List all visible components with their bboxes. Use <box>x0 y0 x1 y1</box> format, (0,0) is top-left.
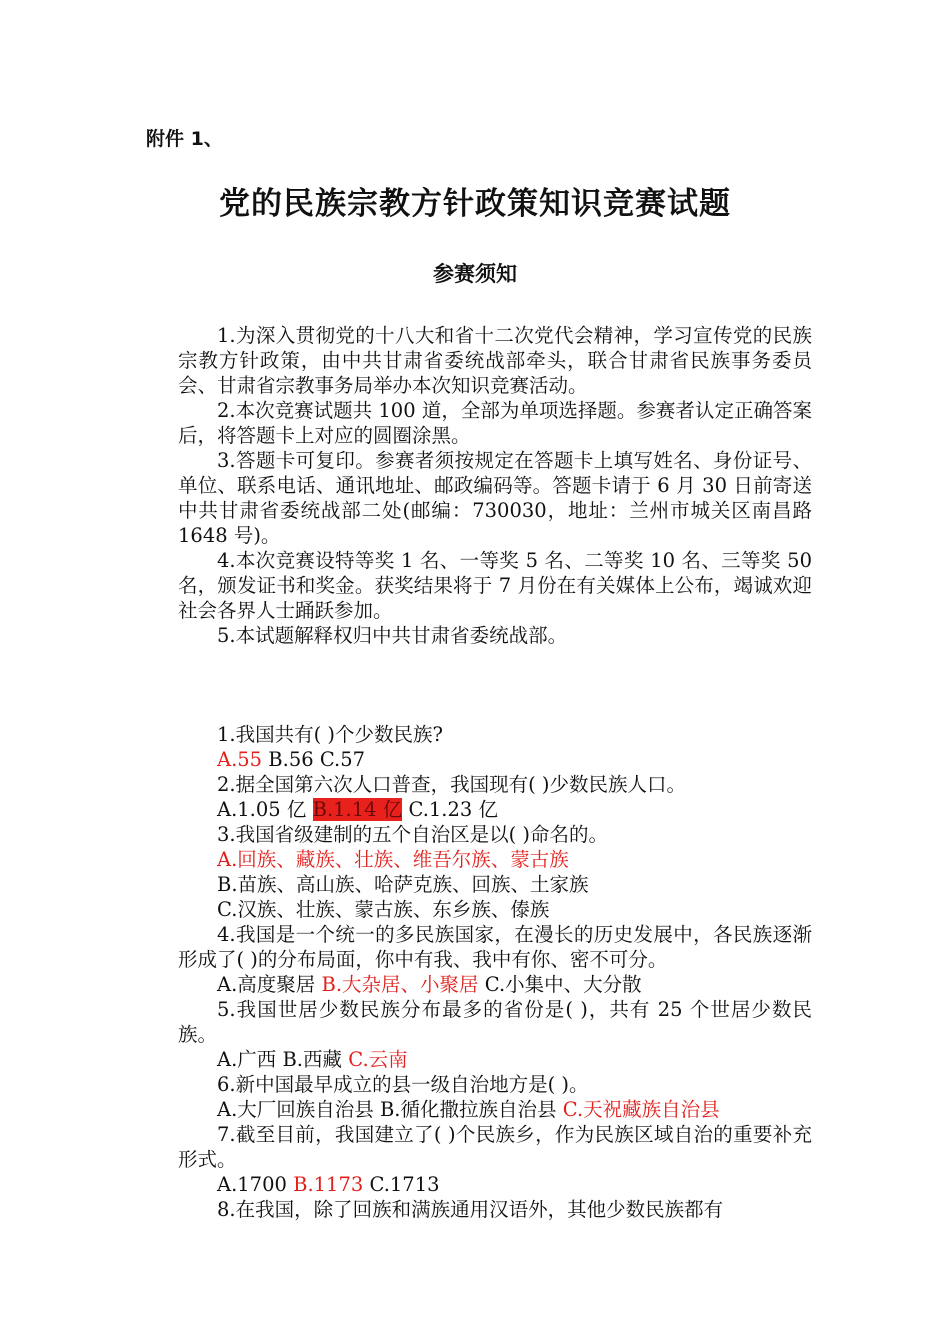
option-text: C.小集中、大分散 <box>478 973 642 996</box>
question-text: 7.截至目前，我国建立了( )个民族乡，作为民族区域自治的重要补充形式。 <box>178 1123 812 1171</box>
section-heading: 参赛须知 <box>433 262 517 286</box>
option-text: A.1700 <box>217 1173 294 1196</box>
option-text: C.汉族、壮族、蒙古族、东乡族、傣族 <box>217 898 550 921</box>
answer-option: A.55 <box>217 748 263 771</box>
option-text: A.广西 B.西藏 <box>217 1048 349 1071</box>
document-title: 党的民族宗教方针政策知识竞赛试题 <box>219 186 731 222</box>
option-text: B.56 C.57 <box>262 748 366 771</box>
notice-item: 5.本试题解释权归中共甘肃省委统战部。 <box>217 624 568 647</box>
question-text: 1.我国共有( )个少数民族? <box>217 723 443 746</box>
question-text: 8.在我国，除了回族和满族通用汉语外，其他少数民族都有 <box>217 1198 724 1221</box>
question-options <box>178 797 812 822</box>
question-options <box>178 1097 812 1122</box>
answer-option: B.1173 <box>293 1173 364 1196</box>
question-text: 6.新中国最早成立的县一级自治地方是( )。 <box>217 1073 589 1096</box>
notice-item: 2.本次竞赛试题共 100 道，全部为单项选择题。参赛者认定正确答案后，将答题卡上对应的圆圈涂黑。 <box>178 399 812 447</box>
notice-item: 1.为深入贯彻党的十八大和省十二次党代会精神，学习宣传党的民族宗教方针政策，由中共甘肃省委统战部牵头，联合甘肃省民族事务委员会、甘肃省宗教事务局举办本次知识竞赛活动。 <box>178 324 812 397</box>
option-text: A.大厂回族自治县 B.循化撒拉族自治县 <box>217 1098 563 1121</box>
question-text: 5.我国世居少数民族分布最多的省份是( )，共有 25 个世居少数民族。 <box>178 998 812 1046</box>
option-text: A.1.05 亿 <box>217 798 313 821</box>
option-text: A.高度聚居 <box>217 973 322 996</box>
question-options <box>178 747 812 772</box>
notice-item: 4.本次竞赛设特等奖 1 名、一等奖 5 名、二等奖 10 名、三等奖 50 名，颁发证书和奖金。获奖结果将于 7 月份在有关媒体上公布，竭诚欢迎社会各界人士踊跃参加。 <box>178 549 812 622</box>
answer-option: B.大杂居、小聚居 <box>321 973 479 996</box>
notice-item: 3.答题卡可复印。参赛者须按规定在答题卡上填写姓名、身份证号、单位、联系电话、通讯地址、邮政编码等。答题卡请于 6 月 30 日前寄送中共甘肃省委统战部二处(邮编：730030，地址：兰州市城关区南昌路 1648 号)。 <box>178 449 812 547</box>
question-options <box>178 1047 812 1072</box>
answer-option: C.云南 <box>348 1048 408 1071</box>
notice-section <box>178 323 812 648</box>
option-text: C.1.23 亿 <box>402 798 499 821</box>
answer-option: C.天祝藏族自治县 <box>562 1098 720 1121</box>
answer-option: A.回族、藏族、壮族、维吾尔族、蒙古族 <box>217 848 569 871</box>
question-text: 2.据全国第六次人口普查，我国现有( )少数民族人口。 <box>217 773 687 796</box>
question-options <box>178 1172 812 1197</box>
option-text: C.1713 <box>363 1173 440 1196</box>
question-text: 3.我国省级建制的五个自治区是以( )命名的。 <box>217 823 609 846</box>
attachment-label: 附件 1、 <box>146 128 223 150</box>
questions-section <box>178 722 812 1222</box>
question-text: 4.我国是一个统一的多民族国家，在漫长的历史发展中，各民族逐渐形成了( )的分布局面，你中有我、我中有你、密不可分。 <box>178 923 812 971</box>
answer-option-highlighted: B.1.14 亿 <box>312 798 403 821</box>
question-options <box>178 972 812 997</box>
option-text: B.苗族、高山族、哈萨克族、回族、土家族 <box>217 873 589 896</box>
